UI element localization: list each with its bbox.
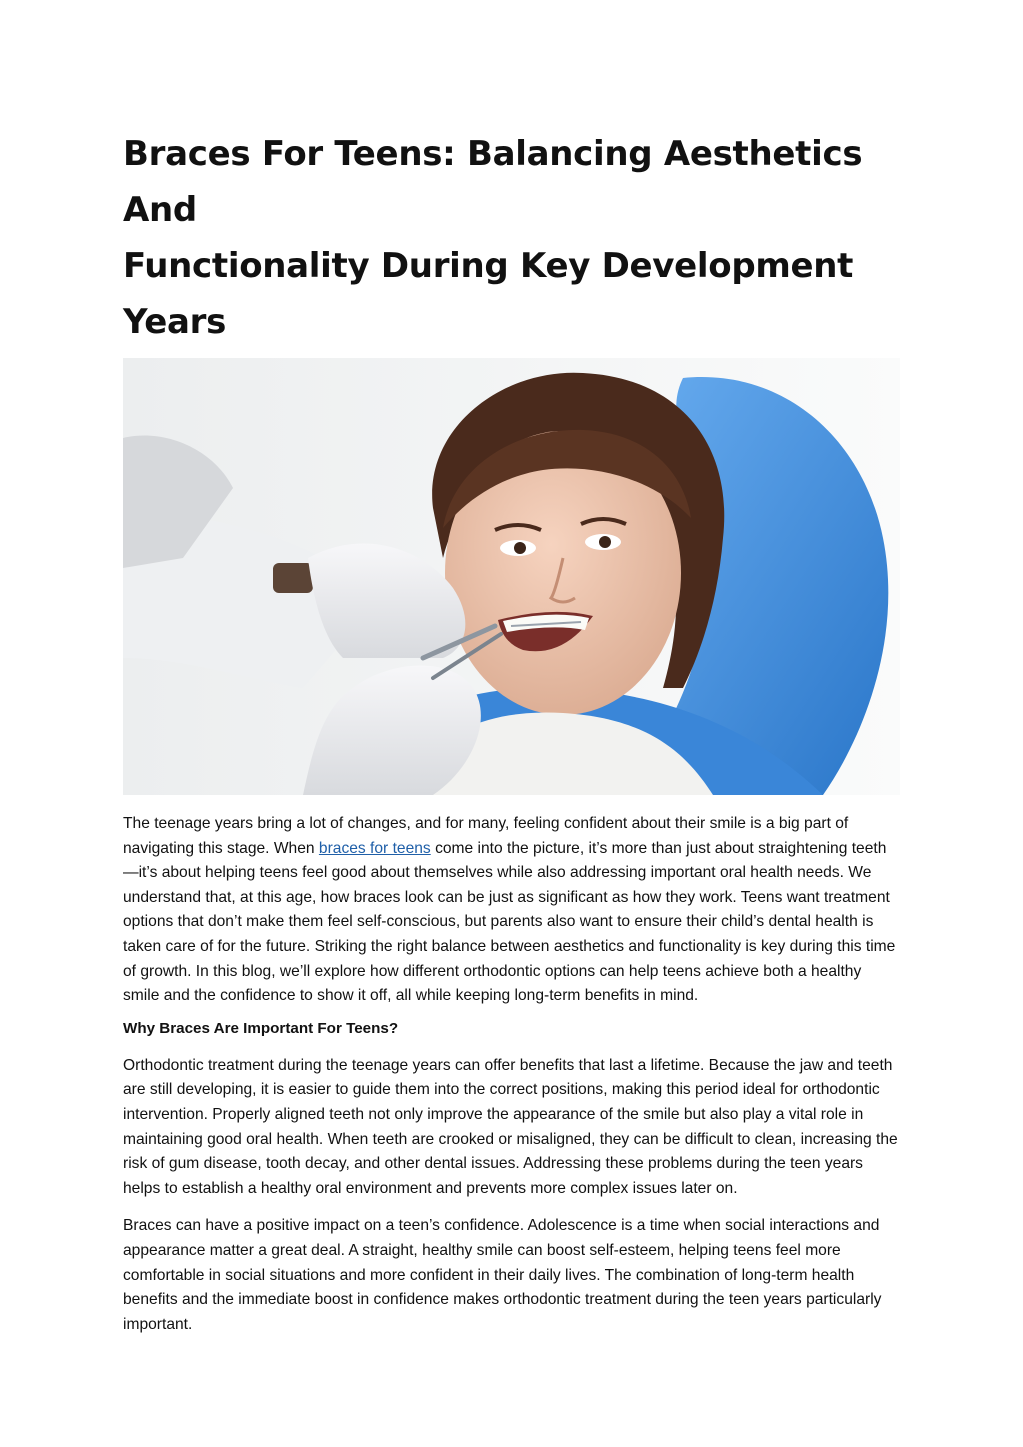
intro-paragraph — [123, 812, 901, 1009]
section-paragraph-2: Braces can have a positive impact on a teen’s confidence. Adolescence is a time when social interactions and appearance matter a great deal. A straight, healthy smile can boost self-esteem, helping teens feel more comfortable in social situations and more confident in their daily lives. The combination of long-term health benefits and the immediate boost in confidence makes orthodontic treatment during the teen years particularly important. — [123, 1217, 882, 1333]
article-title-line-1: Braces For Teens: Balancing Aesthetics And — [123, 134, 863, 230]
article-title-line-2: Functionality During Key Development Years — [123, 246, 854, 342]
photo-teen-dental-braces-icon — [123, 358, 900, 795]
section-heading: Why Braces Are Important For Teens? — [123, 1019, 399, 1037]
document-page — [123, 126, 901, 1350]
article-title — [123, 126, 901, 350]
intro-text-after-link: come into the picture, it’s more than just about straightening teeth—it’s about helping teens feel good about themselves while also addressing important oral health needs. We understand that, at this age, how braces look can be just as significant as how they work. Teens want treatment options that don’t make them feel self-conscious, but parents also want to ensure their child’s dental health is taken care of for the future. Striking the right balance between aesthetics and functionality is key during this time of growth. In this blog, we’ll explore how different orthodontic options can help teens achieve both a healthy smile and the confidence to show it off, all while keeping long-term benefits in mind. — [123, 839, 896, 1005]
braces-for-teens-link[interactable]: braces for teens — [318, 839, 431, 857]
intro-text-before-link: The teenage years bring a lot of changes, and for many, feeling confident about their smile is a big part of navigating this stage. When — [123, 815, 849, 857]
article-body — [123, 812, 901, 1337]
hero-image — [123, 358, 900, 795]
section-paragraph-1: Orthodontic treatment during the teenage years can offer benefits that last a lifetime. Because the jaw and teeth are still developing, it is easier to guide them into the correct positions, making this period ideal for orthodontic intervention. Properly aligned teeth not only improve the appearance of the smile but also play a vital role in maintaining good oral health. When teeth are crooked or misaligned, they can be difficult to clean, increasing the risk of gum disease, tooth decay, and other dental issues. Addressing these problems during the teen years helps to establish a healthy oral environment and prevents more complex issues later on. — [123, 1056, 898, 1197]
